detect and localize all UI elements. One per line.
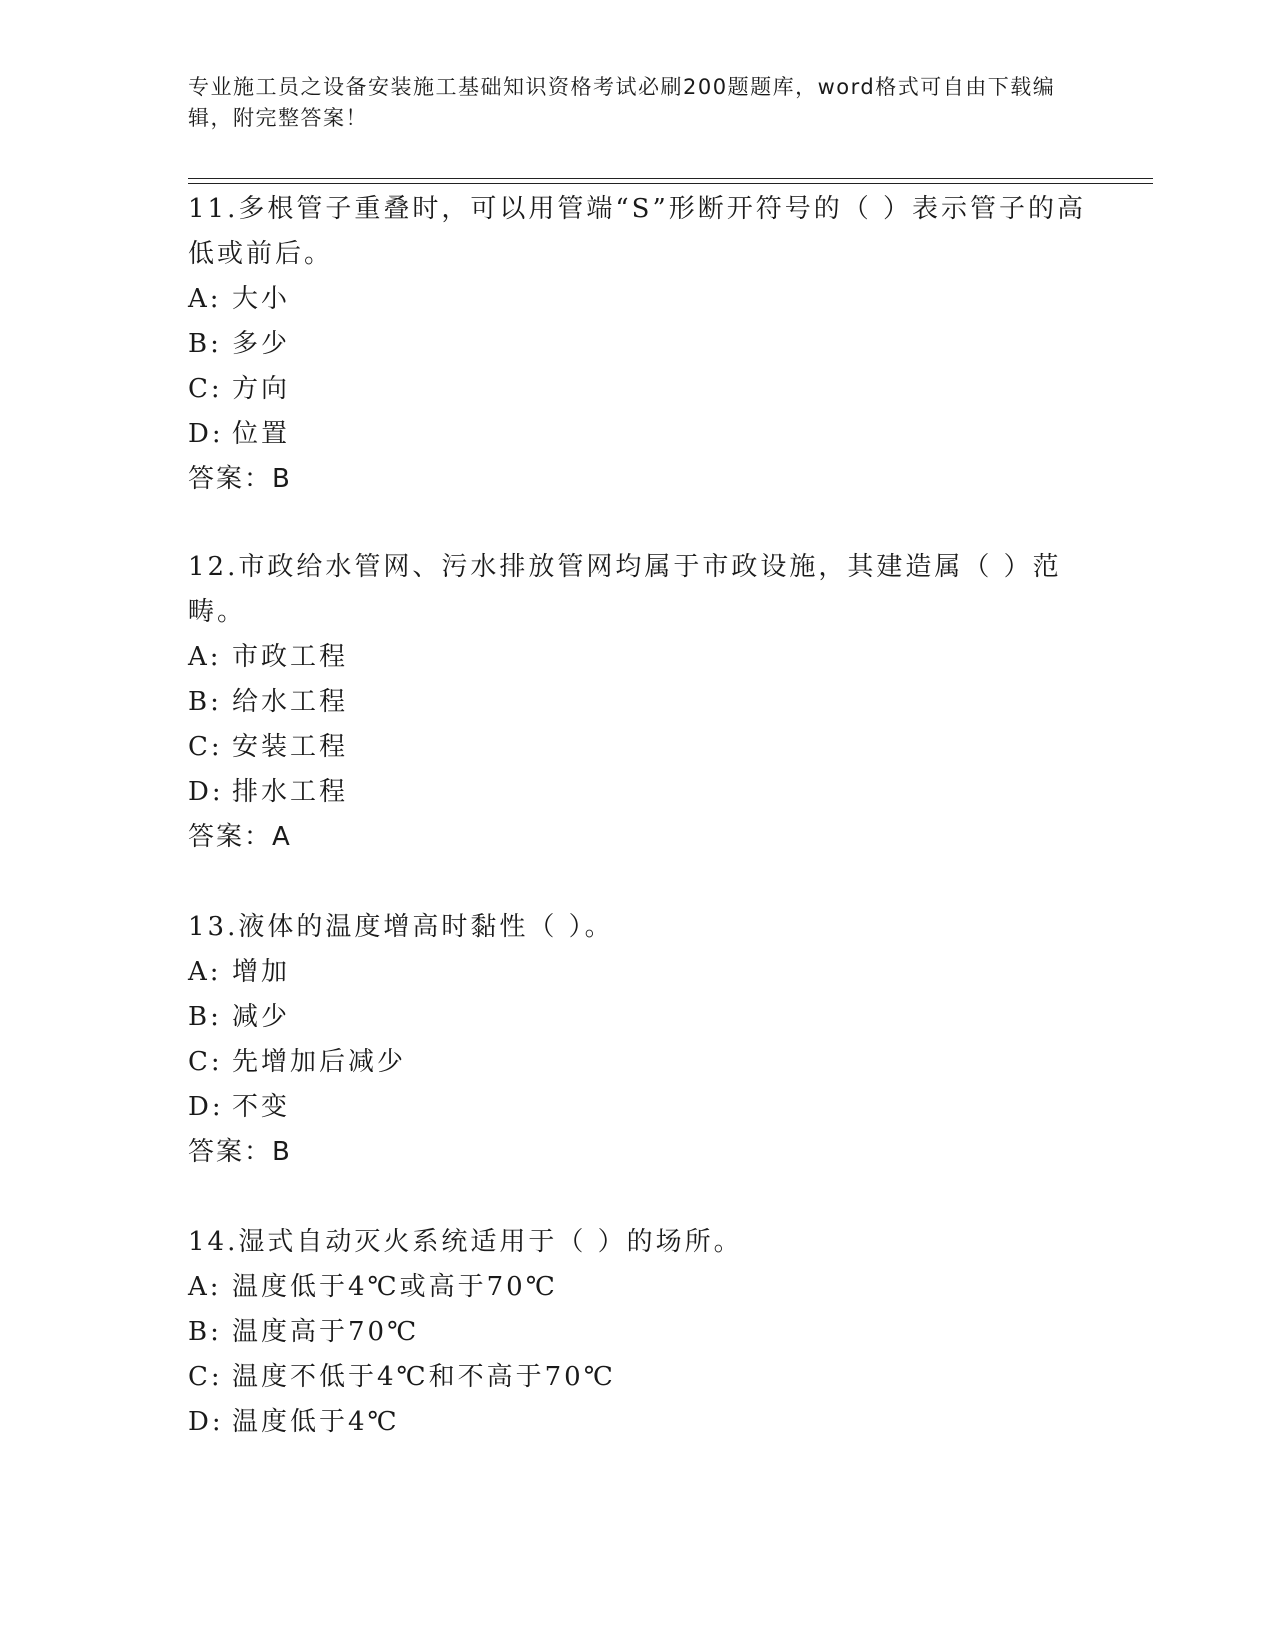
question-text: 12.市政给水管网、污水排放管网均属于市政设施，其建造属（ ）范畴。 [188,552,1062,627]
option-c [188,1355,1088,1400]
option-text: 方向 [232,374,291,404]
option-text: 温度低于4℃或高于70℃ [232,1272,558,1302]
option-text: 先增加后减少 [232,1047,407,1077]
option-letter: D: [188,1092,224,1122]
option-text: 市政工程 [232,642,349,672]
option-d [188,770,1088,815]
answer-label: 答案：A [188,822,292,852]
option-a [188,635,1088,680]
answer-label: 答案：B [188,1137,292,1167]
document-header: 专业施工员之设备安装施工基础知识资格考试必刷200题题库，word格式可自由下载编辑，附完整答案！ [188,75,1056,130]
option-letter: A: [188,957,222,987]
option-text: 温度高于70℃ [232,1317,420,1347]
option-letter: D: [188,419,224,449]
option-text: 温度不低于4℃和不高于70℃ [232,1362,616,1392]
option-letter: A: [188,284,222,314]
option-text: 给水工程 [232,687,349,717]
question-text: 13.液体的温度增高时黏性（ ）。 [188,912,614,942]
option-b [188,322,1088,367]
option-d [188,412,1088,457]
option-letter: C: [188,374,223,404]
option-c [188,367,1088,412]
option-letter: C: [188,1047,223,1077]
option-text: 不变 [232,1092,291,1122]
header-divider-top [188,178,1153,179]
option-letter: D: [188,777,224,807]
option-letter: A: [188,642,222,672]
option-c [188,1040,1088,1085]
option-text: 增加 [232,957,291,987]
option-d [188,1400,1088,1445]
question-14 [188,1220,1088,1445]
option-letter: A: [188,1272,222,1302]
question-13 [188,905,1088,1175]
option-letter: B: [188,1002,222,1032]
option-c [188,725,1088,770]
option-letter: B: [188,1317,222,1347]
option-text: 排水工程 [232,777,349,807]
option-letter: C: [188,732,223,762]
option-b [188,995,1088,1040]
option-a [188,277,1088,322]
header-divider-bottom [188,183,1153,184]
option-a [188,950,1088,995]
option-letter: D: [188,1407,224,1437]
option-letter: B: [188,329,222,359]
question-text: 11.多根管子重叠时，可以用管端“S”形断开符号的（ ）表示管子的高低或前后。 [188,194,1087,269]
option-text: 位置 [232,419,291,449]
option-text: 温度低于4℃ [232,1407,400,1437]
answer-label: 答案：B [188,464,292,494]
option-text: 安装工程 [232,732,349,762]
option-letter: C: [188,1362,223,1392]
question-12 [188,545,1088,860]
question-text: 14.湿式自动灭火系统适用于（ ）的场所。 [188,1227,743,1257]
option-text: 减少 [232,1002,291,1032]
question-11 [188,187,1088,502]
option-letter: B: [188,687,222,717]
option-b [188,1310,1088,1355]
option-text: 大小 [232,284,291,314]
option-d [188,1085,1088,1130]
option-b [188,680,1088,725]
option-a [188,1265,1088,1310]
option-text: 多少 [232,329,291,359]
